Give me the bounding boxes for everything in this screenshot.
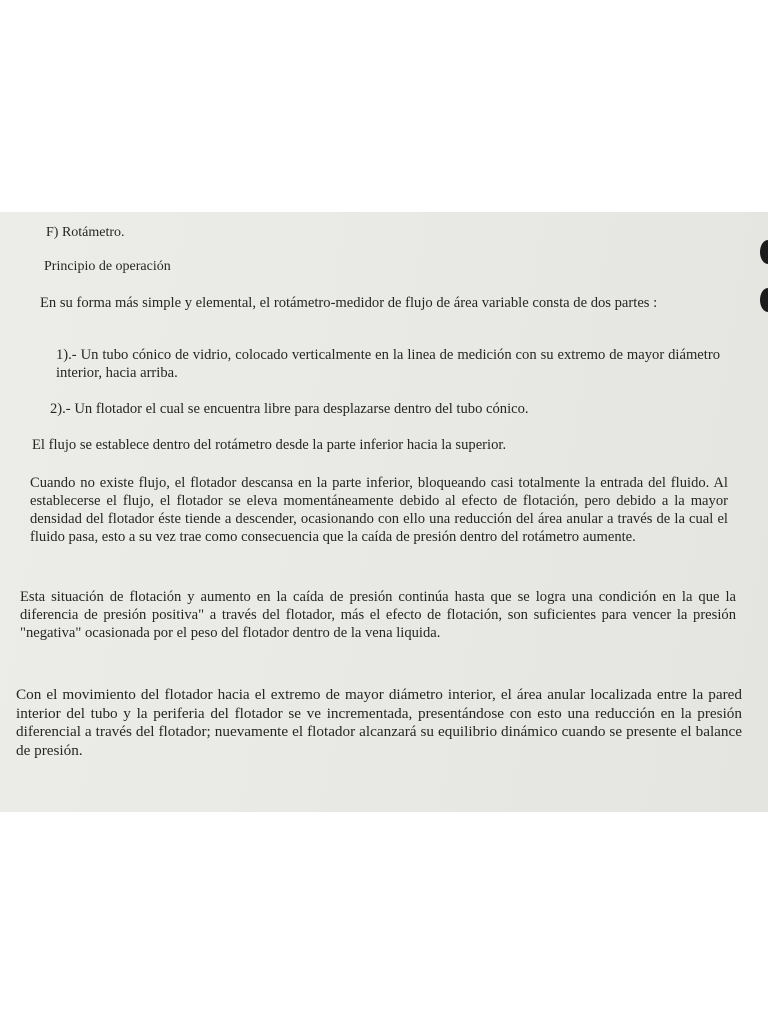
section-heading: F) Rotámetro. [46, 225, 125, 240]
list-item-text: Un tubo cónico de vidrio, colocado verticalmente en la linea de medición con su extremo de mayor diámetro interior, hacia arriba. [56, 347, 720, 381]
list-item-label: 2).- [50, 401, 71, 417]
intro-paragraph: En su forma más simple y elemental, el rotámetro-medidor de flujo de área variable consta de dos partes : [40, 295, 658, 311]
body-paragraph: Con el movimiento del flotador hacia el extremo de mayor diámetro interior, el área anular localizada entre la pared interior del tubo y la periferia del flotador se ve incrementada, presentándose con esto una reducción en la presión diferencial a través del flotador; nuevamente el flotador alcanzará su equilibrio dinámico cuando se presente el balance de presión. [16, 686, 742, 759]
document-page [0, 212, 768, 812]
document-photo [0, 212, 768, 812]
list-item [56, 346, 720, 382]
body-paragraph: Cuando no existe flujo, el flotador descansa en la parte inferior, bloqueando casi totalmente la entrada del fluido. Al establecerse el flujo, el flotador se eleva momentáneamente debido al efecto de flotación, pero debido a la mayor densidad del flotador éste tiende a descender, ocasionando con ello una reducción del área anular a través de la cual el fluido pasa, esto a su vez trae como consecuencia que la caída de presión dentro del rotámetro aumente. [30, 475, 728, 545]
list-item-text: Un flotador el cual se encuentra libre para desplazarse dentro del tubo cónico. [74, 401, 529, 417]
section-subheading: Principio de operación [44, 259, 171, 274]
list-item-label: 1).- [56, 347, 77, 363]
list-item [50, 400, 529, 418]
flow-statement: El flujo se establece dentro del rotámetro desde la parte inferior hacia la superior. [32, 437, 507, 453]
body-paragraph: Esta situación de flotación y aumento en la caída de presión continúa hasta que se logra una condición en la que la diferencia de presión positiva" a través del flotador, más el efecto de flotación, son suficientes para vencer la presión "negativa" ocasionada por el peso del flotador dentro de la vena liquida. [20, 589, 736, 641]
